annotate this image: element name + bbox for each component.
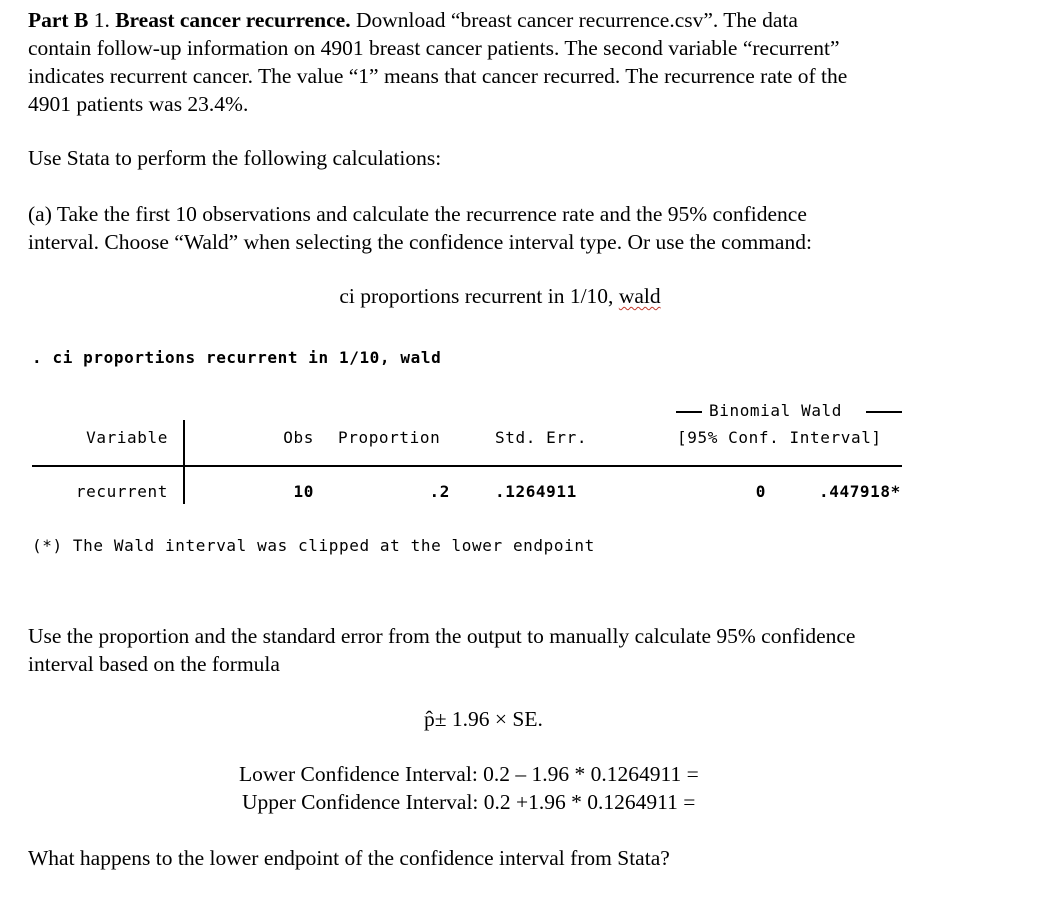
row-proportion: .2: [429, 482, 450, 501]
manual-line-1: Use the proportion and the standard error from the output to manually calculate 95% confidence: [28, 624, 856, 648]
manual-paragraph: [28, 622, 1028, 678]
stata-command-line: . ci proportions recurrent in 1/10, wald: [32, 348, 442, 367]
manual-line-2: interval based on the formula: [28, 652, 280, 676]
problem-number: 1.: [93, 8, 110, 32]
group-header-rule-left: [676, 411, 702, 413]
question-text: What happens to the lower endpoint of the confidence interval from Stata?: [28, 846, 670, 870]
table-vertical-rule-bottom: [183, 466, 185, 504]
row-lower-bound: 0: [755, 482, 766, 501]
intro-line-2: contain follow-up information on 4901 breast cancer patients. The second variable “recurrent”: [28, 36, 840, 60]
part-label: Part B: [28, 8, 89, 32]
table-vertical-rule-top: [183, 420, 185, 466]
stata-footnote: (*) The Wald interval was clipped at the lower endpoint: [32, 536, 595, 555]
command-wald-keyword: wald: [618, 284, 661, 308]
header-variable: Variable: [86, 428, 168, 447]
intro-line-3: indicates recurrent cancer. The value “1” means that cancer recurred. The recurrence rate of the: [28, 64, 848, 88]
group-header-rule-right: [866, 411, 902, 413]
row-obs: 10: [293, 482, 314, 501]
header-obs: Obs: [283, 428, 314, 447]
group-header: Binomial Wald: [709, 401, 843, 420]
intro-paragraph: [28, 6, 1028, 118]
header-conf-interval: [95% Conf. Interval]: [677, 428, 882, 447]
intro-line-1-rest: Download “breast cancer recurrence.csv”. The data: [355, 8, 798, 32]
part-a-paragraph: [28, 200, 1028, 256]
part-a-line-2: interval. Choose “Wald” when selecting the confidence interval type. Or use the command:: [28, 230, 812, 254]
table-horizontal-rule: [32, 465, 902, 467]
ci-formula: p̂± 1.96 × SE.: [424, 707, 543, 731]
row-variable: recurrent: [75, 482, 168, 501]
instruction-text: Use Stata to perform the following calculations:: [28, 146, 442, 170]
problem-title: Breast cancer recurrence.: [115, 8, 351, 32]
command-example: [0, 282, 1000, 310]
header-proportion: Proportion: [338, 428, 441, 447]
upper-ci-calculation: Upper Confidence Interval: 0.2 +1.96 * 0.1264911 =: [242, 790, 696, 814]
row-upper-bound: .447918*: [819, 482, 901, 501]
row-std-err: .1264911: [495, 482, 577, 501]
intro-line-1: [28, 6, 1028, 34]
header-std-err: Std. Err.: [495, 428, 588, 447]
part-a-line-1: (a) Take the first 10 observations and calculate the recurrence rate and the 95% confidence: [28, 202, 807, 226]
command-prefix: ci proportions recurrent in 1/10,: [339, 284, 614, 308]
intro-line-4: 4901 patients was 23.4%.: [28, 92, 249, 116]
lower-ci-calculation: Lower Confidence Interval: 0.2 – 1.96 * 0.1264911 =: [239, 762, 699, 786]
